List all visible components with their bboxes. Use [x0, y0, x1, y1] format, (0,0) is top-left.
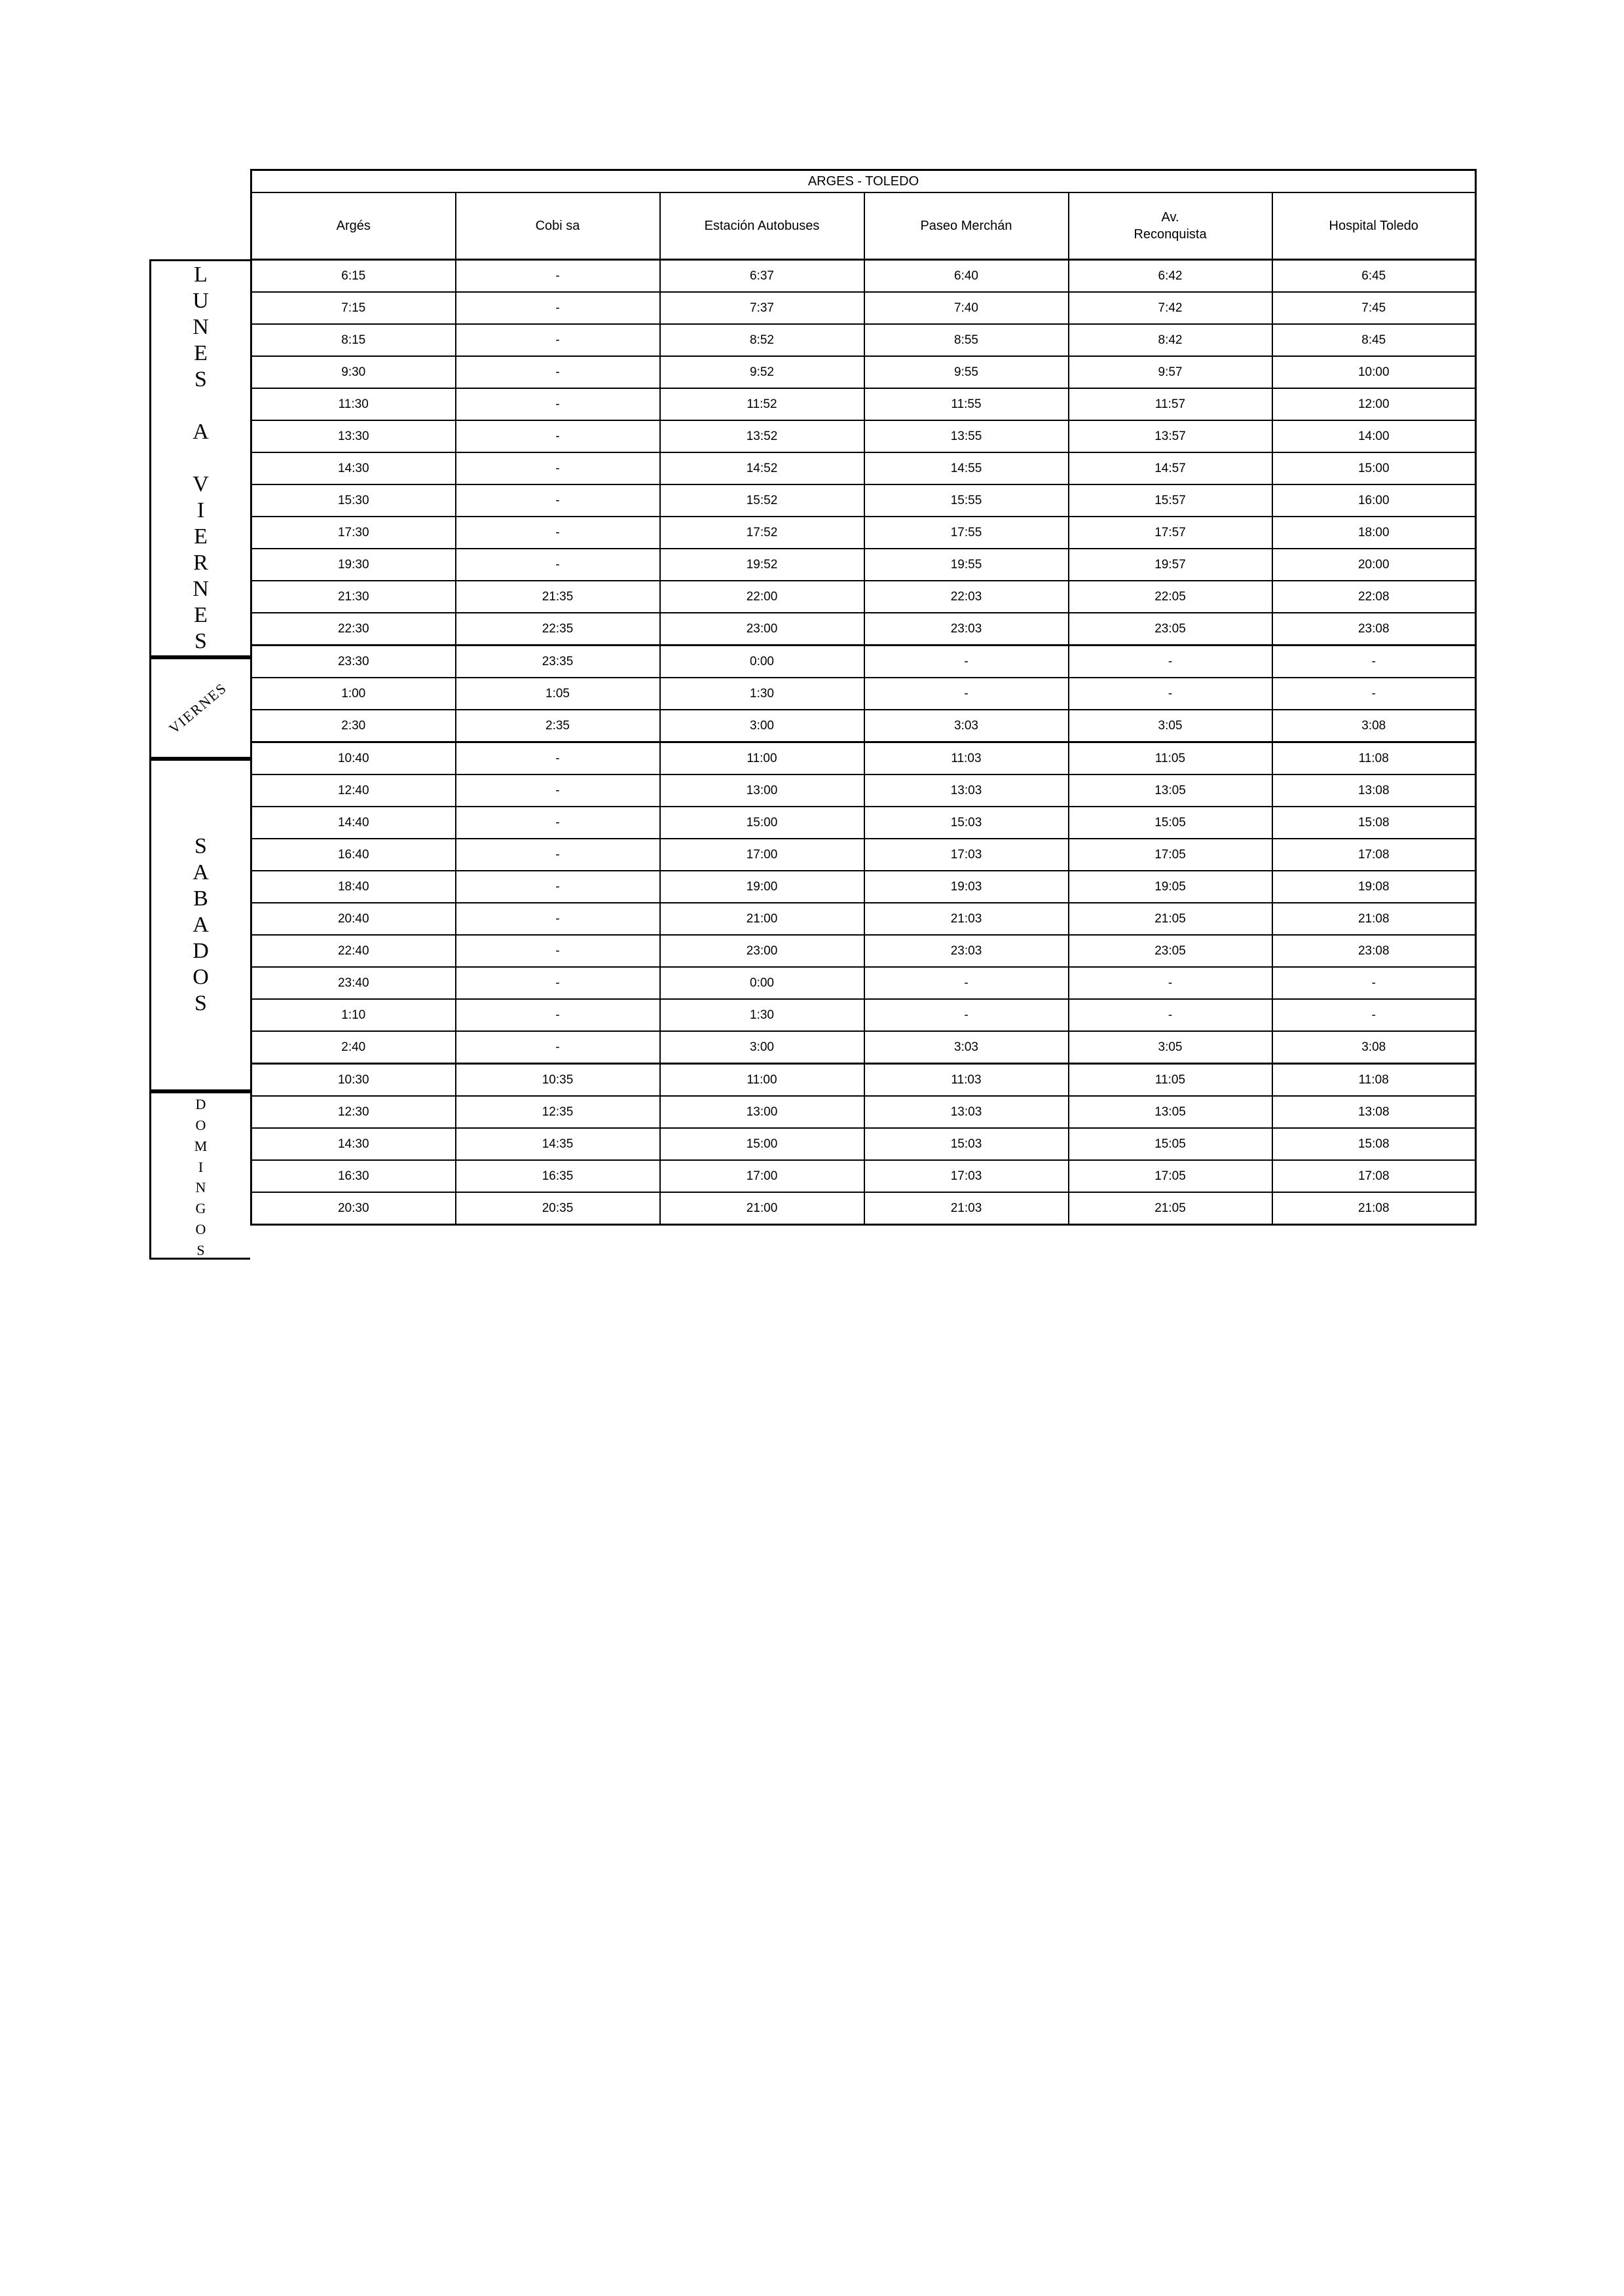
- time-cell: -: [456, 549, 660, 581]
- time-cell: 2:30: [251, 710, 456, 742]
- time-cell: 3:00: [660, 710, 864, 742]
- time-cell: 9:55: [864, 356, 1069, 388]
- time-cell: 3:08: [1272, 1031, 1476, 1064]
- section-label-viernes: [149, 657, 250, 759]
- label-letter: I: [198, 1158, 204, 1175]
- time-cell: 13:55: [864, 420, 1069, 452]
- time-cell: 9:30: [251, 356, 456, 388]
- stop-header: Estación Autobuses: [660, 192, 864, 260]
- time-cell: 1:30: [660, 999, 864, 1031]
- table-row: [251, 1031, 1476, 1064]
- time-cell: 15:00: [660, 807, 864, 839]
- time-cell: 19:08: [1272, 871, 1476, 903]
- time-cell: 11:00: [660, 1064, 864, 1097]
- time-cell: 22:08: [1272, 581, 1476, 613]
- time-cell: 11:52: [660, 388, 864, 420]
- table-row: [251, 1192, 1476, 1225]
- label-letter: S: [194, 834, 207, 858]
- time-cell: 0:00: [660, 646, 864, 678]
- table-row: [251, 517, 1476, 549]
- time-cell: 10:00: [1272, 356, 1476, 388]
- time-cell: 15:52: [660, 484, 864, 517]
- time-cell: 12:00: [1272, 388, 1476, 420]
- time-cell: 17:08: [1272, 839, 1476, 871]
- time-cell: 23:05: [1069, 613, 1272, 646]
- time-cell: 8:55: [864, 324, 1069, 356]
- time-cell: 13:00: [660, 1096, 864, 1128]
- time-cell: 15:03: [864, 1128, 1069, 1160]
- label-letter: S: [194, 991, 207, 1015]
- time-cell: -: [456, 356, 660, 388]
- time-cell: 12:40: [251, 774, 456, 807]
- label-letter: N: [195, 1179, 206, 1196]
- label-letter: N: [193, 577, 209, 601]
- time-cell: 3:00: [660, 1031, 864, 1064]
- time-cell: 6:40: [864, 260, 1069, 293]
- table-row: [251, 1128, 1476, 1160]
- time-cell: -: [456, 292, 660, 324]
- table-row: [251, 1160, 1476, 1192]
- time-cell: 23:03: [864, 613, 1069, 646]
- time-cell: 3:08: [1272, 710, 1476, 742]
- time-cell: 17:05: [1069, 1160, 1272, 1192]
- time-cell: 7:42: [1069, 292, 1272, 324]
- time-cell: -: [456, 452, 660, 484]
- time-cell: 14:35: [456, 1128, 660, 1160]
- time-cell: 1:10: [251, 999, 456, 1031]
- time-cell: 15:00: [1272, 452, 1476, 484]
- label-letters: [151, 261, 250, 655]
- time-cell: 7:15: [251, 292, 456, 324]
- table-row: [251, 324, 1476, 356]
- table-row: [251, 678, 1476, 710]
- time-cell: 14:40: [251, 807, 456, 839]
- time-cell: 11:03: [864, 1064, 1069, 1097]
- time-cell: 19:03: [864, 871, 1069, 903]
- time-cell: 19:57: [1069, 549, 1272, 581]
- time-cell: 11:05: [1069, 742, 1272, 775]
- time-cell: 16:00: [1272, 484, 1476, 517]
- stop-header: Cobi sa: [456, 192, 660, 260]
- table-row: [251, 292, 1476, 324]
- time-cell: 9:52: [660, 356, 864, 388]
- label-diagonal: VIERNES: [166, 679, 231, 737]
- time-cell: 16:30: [251, 1160, 456, 1192]
- label-letter: E: [194, 603, 208, 627]
- time-cell: -: [1272, 646, 1476, 678]
- table-row: [251, 484, 1476, 517]
- time-cell: 2:40: [251, 1031, 456, 1064]
- stop-header: Hospital Toledo: [1272, 192, 1476, 260]
- time-cell: -: [1272, 967, 1476, 999]
- time-cell: 13:03: [864, 1096, 1069, 1128]
- label-letter: D: [193, 939, 209, 963]
- label-letters: [151, 1093, 250, 1258]
- day-labels: [149, 0, 251, 2296]
- label-letters: [151, 761, 250, 1089]
- label-letter: S: [194, 367, 207, 392]
- time-cell: 11:00: [660, 742, 864, 775]
- table-row: [251, 935, 1476, 967]
- table-row: [251, 581, 1476, 613]
- label-letter: A: [193, 860, 209, 884]
- time-cell: 17:52: [660, 517, 864, 549]
- time-cell: 17:30: [251, 517, 456, 549]
- label-letter: N: [193, 315, 209, 339]
- time-cell: 14:00: [1272, 420, 1476, 452]
- time-cell: 23:40: [251, 967, 456, 999]
- time-cell: -: [456, 324, 660, 356]
- time-cell: -: [456, 903, 660, 935]
- time-cell: -: [864, 678, 1069, 710]
- time-cell: 1:00: [251, 678, 456, 710]
- time-cell: 23:00: [660, 935, 864, 967]
- time-cell: -: [456, 420, 660, 452]
- time-cell: 13:57: [1069, 420, 1272, 452]
- label-letter: O: [193, 965, 209, 989]
- time-cell: 13:00: [660, 774, 864, 807]
- time-cell: -: [456, 807, 660, 839]
- time-cell: 15:03: [864, 807, 1069, 839]
- table-row: [251, 420, 1476, 452]
- time-cell: -: [1069, 678, 1272, 710]
- time-cell: 23:30: [251, 646, 456, 678]
- time-cell: 2:35: [456, 710, 660, 742]
- time-cell: 17:00: [660, 1160, 864, 1192]
- time-cell: -: [456, 484, 660, 517]
- time-cell: -: [456, 839, 660, 871]
- time-cell: 8:45: [1272, 324, 1476, 356]
- table-row: [251, 903, 1476, 935]
- time-cell: 9:57: [1069, 356, 1272, 388]
- time-cell: 7:45: [1272, 292, 1476, 324]
- time-cell: 21:08: [1272, 903, 1476, 935]
- time-cell: 8:42: [1069, 324, 1272, 356]
- table-row: [251, 613, 1476, 646]
- time-cell: 3:03: [864, 710, 1069, 742]
- time-cell: 15:55: [864, 484, 1069, 517]
- time-cell: 21:00: [660, 1192, 864, 1225]
- time-cell: -: [456, 1031, 660, 1064]
- time-cell: 21:30: [251, 581, 456, 613]
- time-cell: 3:05: [1069, 1031, 1272, 1064]
- time-cell: 11:08: [1272, 1064, 1476, 1097]
- table-row: [251, 967, 1476, 999]
- title-row: [251, 170, 1476, 193]
- label-letter: B: [193, 886, 208, 911]
- time-cell: 10:35: [456, 1064, 660, 1097]
- time-cell: 12:30: [251, 1096, 456, 1128]
- time-cell: 16:35: [456, 1160, 660, 1192]
- time-cell: -: [1272, 678, 1476, 710]
- stop-header: Paseo Merchán: [864, 192, 1069, 260]
- time-cell: 23:00: [660, 613, 864, 646]
- label-letter: I: [196, 498, 205, 522]
- time-cell: 12:35: [456, 1096, 660, 1128]
- time-cell: 11:05: [1069, 1064, 1272, 1097]
- time-cell: 15:08: [1272, 807, 1476, 839]
- time-cell: 21:03: [864, 1192, 1069, 1225]
- time-cell: 14:52: [660, 452, 864, 484]
- label-letter: [198, 447, 204, 469]
- time-cell: -: [456, 871, 660, 903]
- time-cell: 22:00: [660, 581, 864, 613]
- table-row: [251, 1096, 1476, 1128]
- table-row: [251, 999, 1476, 1031]
- time-cell: 18:00: [1272, 517, 1476, 549]
- time-cell: 7:37: [660, 292, 864, 324]
- time-cell: 11:08: [1272, 742, 1476, 775]
- label-letter: G: [195, 1200, 206, 1217]
- table-row: [251, 774, 1476, 807]
- time-cell: 20:40: [251, 903, 456, 935]
- table-row: [251, 356, 1476, 388]
- time-cell: 15:30: [251, 484, 456, 517]
- table-row: [251, 646, 1476, 678]
- time-cell: -: [1069, 999, 1272, 1031]
- label-letter: S: [196, 1241, 205, 1258]
- section-label-domingos: [149, 1091, 250, 1260]
- time-cell: 17:08: [1272, 1160, 1476, 1192]
- label-letter: U: [193, 289, 209, 313]
- time-cell: -: [456, 517, 660, 549]
- time-cell: 13:08: [1272, 774, 1476, 807]
- time-cell: 17:57: [1069, 517, 1272, 549]
- time-cell: 15:05: [1069, 807, 1272, 839]
- time-cell: -: [456, 388, 660, 420]
- time-cell: 23:08: [1272, 935, 1476, 967]
- table-row: [251, 710, 1476, 742]
- time-cell: 6:45: [1272, 260, 1476, 293]
- time-cell: 3:05: [1069, 710, 1272, 742]
- time-cell: 23:05: [1069, 935, 1272, 967]
- time-cell: 20:00: [1272, 549, 1476, 581]
- time-cell: 8:52: [660, 324, 864, 356]
- time-cell: 7:40: [864, 292, 1069, 324]
- route-title: ARGES - TOLEDO: [251, 170, 1476, 193]
- time-cell: 14:55: [864, 452, 1069, 484]
- stops-header-row: [251, 192, 1476, 260]
- table-row: [251, 871, 1476, 903]
- time-cell: 14:30: [251, 452, 456, 484]
- time-cell: 23:35: [456, 646, 660, 678]
- section-label-sabados: [149, 759, 250, 1091]
- time-cell: 14:57: [1069, 452, 1272, 484]
- time-cell: -: [1069, 646, 1272, 678]
- stop-header: Argés: [251, 192, 456, 260]
- time-cell: 13:03: [864, 774, 1069, 807]
- time-cell: 13:05: [1069, 774, 1272, 807]
- time-cell: 3:03: [864, 1031, 1069, 1064]
- time-cell: -: [456, 742, 660, 775]
- time-cell: 1:05: [456, 678, 660, 710]
- time-cell: -: [456, 774, 660, 807]
- time-cell: 17:55: [864, 517, 1069, 549]
- time-cell: -: [864, 999, 1069, 1031]
- table-row: [251, 839, 1476, 871]
- time-cell: 19:52: [660, 549, 864, 581]
- time-cell: 13:05: [1069, 1096, 1272, 1128]
- table-row: [251, 388, 1476, 420]
- time-cell: 22:35: [456, 613, 660, 646]
- time-cell: -: [456, 967, 660, 999]
- time-cell: 8:15: [251, 324, 456, 356]
- label-letter: E: [194, 524, 208, 549]
- time-cell: 15:57: [1069, 484, 1272, 517]
- time-cell: 11:57: [1069, 388, 1272, 420]
- time-cell: 13:08: [1272, 1096, 1476, 1128]
- time-cell: -: [864, 967, 1069, 999]
- time-cell: 17:03: [864, 1160, 1069, 1192]
- time-cell: 19:00: [660, 871, 864, 903]
- time-cell: 11:55: [864, 388, 1069, 420]
- time-cell: 23:03: [864, 935, 1069, 967]
- time-cell: -: [456, 935, 660, 967]
- time-cell: 13:52: [660, 420, 864, 452]
- time-cell: 6:15: [251, 260, 456, 293]
- time-cell: 17:00: [660, 839, 864, 871]
- time-cell: 15:00: [660, 1128, 864, 1160]
- time-cell: 16:40: [251, 839, 456, 871]
- table-row: [251, 742, 1476, 775]
- time-cell: 19:30: [251, 549, 456, 581]
- time-cell: 1:30: [660, 678, 864, 710]
- time-cell: -: [456, 260, 660, 293]
- time-cell: 22:40: [251, 935, 456, 967]
- time-cell: -: [456, 999, 660, 1031]
- label-letter: O: [195, 1221, 206, 1238]
- label-letter: D: [195, 1096, 206, 1112]
- time-cell: 21:35: [456, 581, 660, 613]
- label-letter: V: [193, 472, 209, 496]
- time-cell: 21:00: [660, 903, 864, 935]
- time-cell: 19:55: [864, 549, 1069, 581]
- timetable-body: [251, 260, 1476, 1225]
- section-label-lunes-a-viernes: [149, 259, 250, 657]
- time-cell: 21:03: [864, 903, 1069, 935]
- time-cell: -: [864, 646, 1069, 678]
- time-cell: -: [1272, 999, 1476, 1031]
- stop-header: Av. Reconquista: [1069, 192, 1272, 260]
- table-row: [251, 452, 1476, 484]
- time-cell: 20:30: [251, 1192, 456, 1225]
- time-cell: 6:37: [660, 260, 864, 293]
- time-cell: 22:30: [251, 613, 456, 646]
- time-cell: 10:40: [251, 742, 456, 775]
- time-cell: 22:03: [864, 581, 1069, 613]
- time-cell: 6:42: [1069, 260, 1272, 293]
- time-cell: 21:08: [1272, 1192, 1476, 1225]
- time-cell: 23:08: [1272, 613, 1476, 646]
- time-cell: 21:05: [1069, 903, 1272, 935]
- time-cell: 20:35: [456, 1192, 660, 1225]
- time-cell: 15:05: [1069, 1128, 1272, 1160]
- label-letter: A: [193, 913, 209, 937]
- label-letter: A: [193, 420, 209, 444]
- time-cell: 11:30: [251, 388, 456, 420]
- time-cell: 11:03: [864, 742, 1069, 775]
- time-cell: 0:00: [660, 967, 864, 999]
- time-cell: 18:40: [251, 871, 456, 903]
- table-row: [251, 807, 1476, 839]
- time-cell: 14:30: [251, 1128, 456, 1160]
- time-cell: 19:05: [1069, 871, 1272, 903]
- table-row: [251, 260, 1476, 293]
- time-cell: 22:05: [1069, 581, 1272, 613]
- label-letter: R: [193, 551, 208, 575]
- table-row: [251, 1064, 1476, 1097]
- time-cell: 15:08: [1272, 1128, 1476, 1160]
- timetable: [250, 169, 1477, 1226]
- label-letter: [198, 395, 204, 417]
- time-cell: 13:30: [251, 420, 456, 452]
- time-cell: -: [1069, 967, 1272, 999]
- time-cell: 17:05: [1069, 839, 1272, 871]
- time-cell: 21:05: [1069, 1192, 1272, 1225]
- table-row: [251, 549, 1476, 581]
- label-letter: E: [194, 341, 208, 365]
- time-cell: 10:30: [251, 1064, 456, 1097]
- time-cell: 17:03: [864, 839, 1069, 871]
- label-letter: L: [194, 263, 208, 287]
- label-letter: O: [195, 1116, 206, 1133]
- label-letter: M: [194, 1137, 208, 1154]
- label-letter: S: [194, 629, 207, 653]
